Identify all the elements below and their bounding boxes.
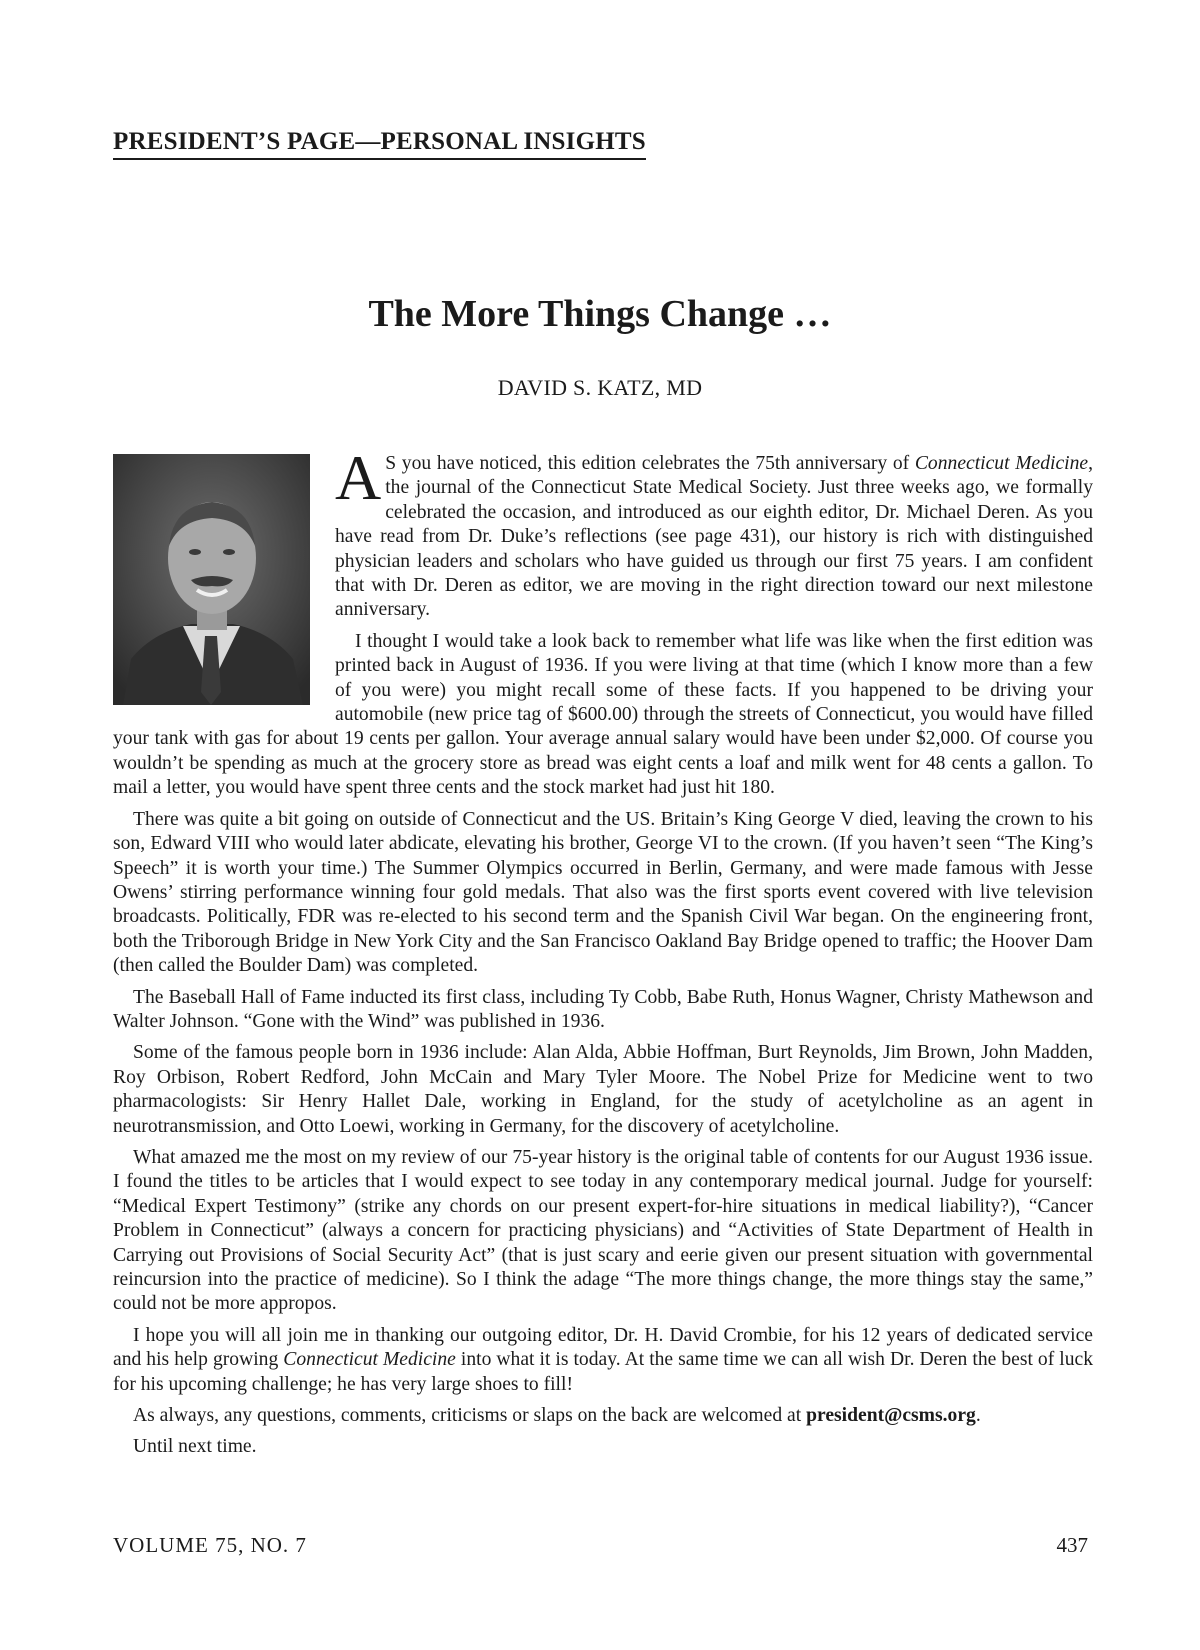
footer-page-number: 437 <box>1056 1533 1088 1557</box>
email-link[interactable]: president@csms.org <box>806 1405 976 1427</box>
paragraph-1-text-b: , the journal of the Connecticut State Medical Society. Just three weeks ago, we formally celebrated the occasion, and introduced as our eighth editor, Dr. Michael Deren. As you have read from Dr. Duke’s reflections (see page 431), our history is rich with distinguished physician leaders and scholars who have guided us through our first 75 years. I am confident that with Dr. Deren as editor, we are moving in the right direction toward our next milestone anniversary. <box>335 453 1093 621</box>
paragraph-7-text-b: into what it is today. At the same time we can all wish Dr. Deren the best of luck for his upcoming challenge; he has very large shoes to fill! <box>113 1349 1093 1395</box>
paragraph-2: I thought I would take a look back to remember what life was like when the first edition was printed back in August of 1936. If you were living at that time (which I know more than a few of you were) you might recall some of these facts. If you happened to be driving your automobile (new price tag of $600.00) through the streets of Connecticut, you would have filled your tank with gas for about 19 cents per gallon. Your average annual salary would have been under $2,000. Of course you wouldn’t be spending as much at the grocery store as bread was eight cents a loaf and milk went for 48 cents a gallon. To mail a letter, you would have spent three cents and the stock market had just hit 180. <box>113 630 1093 799</box>
paragraph-5: Some of the famous people born in 1936 include: Alan Alda, Abbie Hoffman, Burt Reynolds, Jim Brown, John Madden, Roy Orbison, Robert Redford, John McCain and Mary Tyler Moore. The Nobel Prize for Medicine went to two pharmacologists: Sir Henry Hallet Dale, working in England, for the study of acetylcholine as an agent in neurotransmission, and Otto Loewi, working in Germany, for the discovery of acetylcholine. <box>113 1042 1093 1137</box>
paragraph-8-text-b: . <box>975 1405 981 1427</box>
paragraph-8-text-a: As always, any questions, comments, criticisms or slaps on the back are welcomed at <box>133 1405 807 1427</box>
article-body <box>113 442 1093 1467</box>
section-header: PRESIDENT’S PAGE—PERSONAL INSIGHTS <box>113 128 646 160</box>
paragraph-7 <box>113 1324 1093 1397</box>
article-author: DAVID S. KATZ, MD <box>497 375 703 400</box>
paragraph-6: What amazed me the most on my review of our 75-year history is the original table of contents for our August 1936 issue. I found the titles to be articles that I would expect to see today in any contemporary medical journal. Judge for yourself: “Medical Expert Testimony” (strike any chords on our present expert-for-hire situations in medical liability?), “Cancer Problem in Connecticut” (always a concern for practicing physicians) and “Activities of State Department of Health in Carrying out Provisions of Social Security Act” (that is just scary and eerie given our present situation with governmental reincursion into the practice of medicine). So I think the adage “The more things change, the more things stay the same,” could not be more appropos. <box>113 1146 1093 1315</box>
author-photo <box>113 454 310 705</box>
footer-volume: VOLUME 75, NO. 7 <box>113 1533 307 1557</box>
paragraph-3: There was quite a bit going on outside of Connecticut and the US. Britain’s King George V died, leaving the crown to his son, Edward VIII who would later abdicate, elevating his brother, George VI to the crown. (If you haven’t seen “The King’s Speech” it is worth your time.) The Summer Olympics occurred in Berlin, Germany, and were made famous with Jesse Owens’ stirring performance winning four gold medals. That also was the first sports event covered with live television broadcasts. Politically, FDR was re-elected to his second term and the Spanish Civil War began. On the engineering front, both the Triborough Bridge in New York City and the San Francisco Oakland Bay Bridge opened to traffic; the Hoover Dam (then called the Boulder Dam) was completed. <box>113 808 1093 977</box>
drop-cap: A <box>335 442 382 513</box>
paragraph-1-text-a: S you have noticed, this edition celebrates the 75th anniversary of <box>385 453 915 474</box>
paragraph-4: The Baseball Hall of Fame inducted its first class, including Ty Cobb, Babe Ruth, Honus Wagner, Christy Mathewson and Walter Johnson. “Gone with the Wind” was published in 1936. <box>113 986 1093 1032</box>
journal-name: Connecticut Medicine <box>283 1349 456 1371</box>
article-title: The More Things Change … <box>368 293 832 335</box>
paragraph-7-text-a: I hope you will all join me in thanking our outgoing editor, Dr. H. David Crombie, for his 12 years of dedicated service and his help growing <box>113 1324 1093 1371</box>
paragraph-9: Until next time. <box>133 1436 257 1458</box>
paragraph-8 <box>113 1404 1093 1428</box>
journal-name: Connecticut Medicine <box>914 453 1089 474</box>
